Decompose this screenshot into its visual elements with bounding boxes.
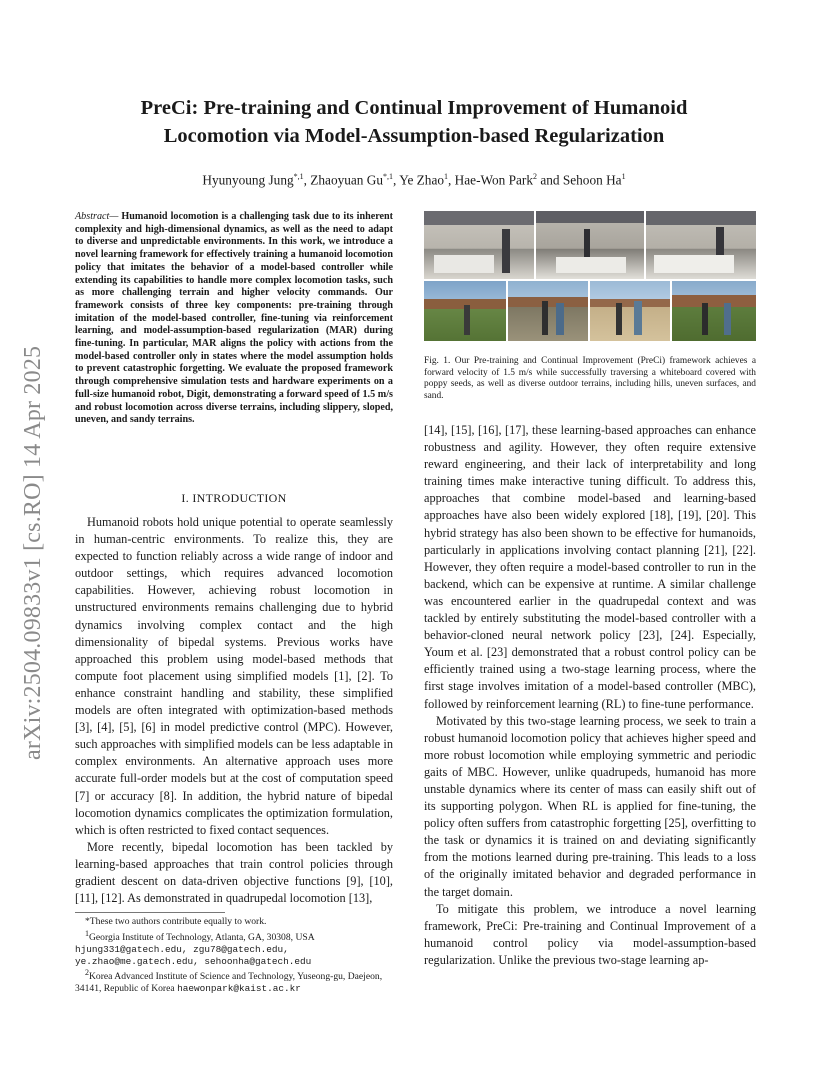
author-list: Hyunyoung Jung$^{*,1}$, Zhaoyuan $Gu^{*,1}$, Ye Zhao$^1$, Hae-Won Park$^2$ and Sehoon Ha$^1$ — [202, 172, 626, 188]
figure-1-photos — [424, 211, 756, 341]
author-3-affil: 1 — [444, 172, 449, 181]
author-4: Hae-Won Park — [454, 172, 533, 188]
footnote-equal-contribution: *These two authors contribute equally to work. — [85, 916, 267, 927]
footnotes — [75, 916, 405, 995]
left-column-body — [75, 514, 393, 907]
author-2: Zhaoyuan Gu — [310, 172, 384, 188]
photo-indoor-1 — [424, 211, 534, 279]
author-1-affil: *,1 — [293, 172, 304, 181]
photo-indoor-3 — [646, 211, 756, 279]
abstract: Abstract— Humanoid locomotion is a challenging task due to its inherent complexity and high-dimensional dynamics, as well as the need to adapt to diverse and unpredictable environments. In this work, we introduce a novel learning framework for effectively training a humanoid locomotion policy that imitates the behavior of a model-based controller while extending its capabilities to handle more complex locomotion tasks, such as more challenging terrain and higher velocity commands. Our framework consists of three key components: pre-training through imitation of the model-based controller, fine-tuning via reinforcement learning, and model-assumption-based regularization (MAR) during fine-tuning. In particular, MAR aligns the policy with actions from the model-based controller only in states where the model assumption holds to prevent catastrophic forgetting. We evaluate the proposed framework through comprehensive simulation tests and hardware experiments on a full-size humanoid robot, Digit, demonstrating a forward speed of 1.5 m/s and robust locomotion across diverse terrains, including slippery, sloped, uneven, and sandy terrains. — [75, 211, 394, 426]
author-3: Ye Zhao — [399, 172, 445, 188]
author-5-affil: 1 — [621, 172, 626, 181]
footnote-2-email: haewonpark@kaist.ac.kr — [177, 983, 301, 995]
photo-indoor-2 — [536, 211, 644, 279]
right-paragraph-3: To mitigate this problem, we introduce a novel learning framework, PreCi: Pre-training and Continual Improvement of a humanoid control policy via model-assumption-based regularization. Unlike the previous two-stage learning ap- — [424, 901, 756, 967]
author-4-affil: 2 — [533, 172, 537, 181]
footnote-divider — [75, 912, 225, 913]
author-1: Hyunyoung Jung — [202, 172, 294, 188]
right-paragraph-2: Motivated by this two-stage learning process, we seek to train a robust humanoid locomotion policy that achieves higher speed and more robust locomotion while employing symmetric and periodic gaits of MBC. However, unlike quadrupeds, humanoid has more unstable dynamics where its center of mass can easily shift out of its supporting polygon. When RL is applied for fine-tuning, the policy often suffers from catastrophic forgetting [25], overfitting to the task or dynamics it is trained on and deviating significantly from the motions learned during pre-training. This leads to a loss of the originally imitated behavior and degraded performance in the target domain. — [424, 713, 756, 899]
paper-title: PreCi: Pre-training and Continual Improvement of Humanoid Locomotion via Model-Assumption-based Regularization — [140, 97, 688, 147]
footnote-1: $^1$Georgia Institute of Technology, Atlanta, GA, 30308, USA hjung331@gatech.edu, zgu78@gatech.edu, ye.zhao@me.gatech.edu, sehoonha@gatech.edu — [75, 928, 315, 967]
author-2-affil: *,1 — [383, 172, 394, 181]
photo-outdoor-grass — [672, 281, 756, 341]
photo-outdoor-hill — [424, 281, 506, 341]
author-5: Sehoon Ha — [562, 172, 622, 188]
section-heading-introduction: I. INTRODUCTION — [181, 491, 287, 505]
intro-paragraph-2: More recently, bipedal locomotion has been tackled by learning-based approaches that train control policies through gradient descent on data-driven objective functions [9], [10], [11], [12]. As demonstrated in quadrupedal locomotion [13], — [75, 839, 393, 906]
right-paragraph-1: [14], [15], [16], [17], these learning-based approaches can enhance robustness and agility. However, they often require extensive reward engineering, and their lack of interpretability and long training times make interactive tuning difficult. To address this, approaches that combine model-based and learning-based approaches have also been widely explored [18], [19], [20]. This hybrid strategy has also been shown to be effective for humanoids, particularly in applications involving contact planning [21], [22]. However, they often require a model-based controller to run in the backend, which can be expensive at runtime. A similar challenge was encountered earlier in the quadrupedal context and was tackled by entirely substituting the model-based controller with a behavior-cloned neural network policy [23], [24]. Especially, Youm et al. [23] demonstrated that a robust control policy can be efficiently trained using a two-stage learning process, where the first stage involves imitation of a model-based controller (MBC), followed by reinforcement learning (RL) to fine-tune performance. — [424, 423, 756, 711]
photo-outdoor-sand — [590, 281, 670, 341]
abstract-text: Humanoid locomotion is a challenging task due to its inherent complexity and high-dimensional dynamics, as well as the need to adapt to diverse and unpredictable environments. In this work, we introduce a novel learning framework for effectively training a humanoid locomotion policy that imitates the behavior of a model-based controller while extending its capabilities to handle more complex locomotion tasks, such as more challenging terrain and higher velocity commands. Our framework consists of three key components: pre-training through imitation of the model-based controller, fine-tuning via reinforcement learning, and model-assumption-based regularization (MAR) during fine-tuning. In particular, MAR aligns the policy with actions from the model-based controller only in states where the model assumption holds to prevent catastrophic forgetting. We evaluate the proposed framework through comprehensive simulation tests and hardware experiments on a full-size humanoid robot, Digit, demonstrating a forward speed of 1.5 m/s and robust locomotion across diverse terrains, including slippery, sloped, uneven, and sandy terrains. — [75, 211, 394, 426]
figure-1-caption: Fig. 1. Our Pre-training and Continual Improvement (PreCi) framework achieves a forward velocity of 1.5 m/s while successfully traversing a whiteboard covered with poppy seeds, as well as diverse outdoor terrains, including hills, uneven surfaces, and sand. — [424, 356, 756, 402]
footnote-2: $^2$Korea Advanced Institute of Science and Technology, Yuseong-gu, Daejeon, 34141, Republic of Korea haewonpark@kaist.ac.kr — [75, 968, 383, 995]
photo-outdoor-uneven — [508, 281, 588, 341]
arxiv-stamp: arXiv:2504.09833v1 [cs.RO] 14 Apr 2025 — [20, 345, 46, 760]
right-column-body — [424, 422, 756, 969]
intro-paragraph-1: Humanoid robots hold unique potential to operate seamlessly in human-centric environments. To realize this, they are expected to function reliably across a wide range of indoor and outdoor settings, which requires advanced locomotion capabilities. However, achieving robust locomotion in unstructured environments remains challenging due to hybrid dynamics involving complex contact and the high dimensionality of bipedal systems. Previous works have approached this problem using model-based methods that compute foot placement using simplified models [1], [2]. To enhance constraint handling and stability, these simplified models are often integrated with optimization-based methods [3], [4], [5], [6] in model predictive control (MPC). However, such approaches with simplified models can be less adaptable in complex environments. An alternative approach uses more accurate full-order models but at the cost of computation speed [7] or accuracy [8]. In addition, the hybrid nature of bipedal locomotion dynamics complicates the optimization formulation, which is often restricted to fixed contact sequences. — [75, 515, 393, 837]
abstract-lead: Abstract — [75, 211, 110, 222]
footnote-1-emails: hjung331@gatech.edu, zgu78@gatech.edu, ye.zhao@me.gatech.edu, sehoonha@gatech.edu — [75, 943, 312, 967]
